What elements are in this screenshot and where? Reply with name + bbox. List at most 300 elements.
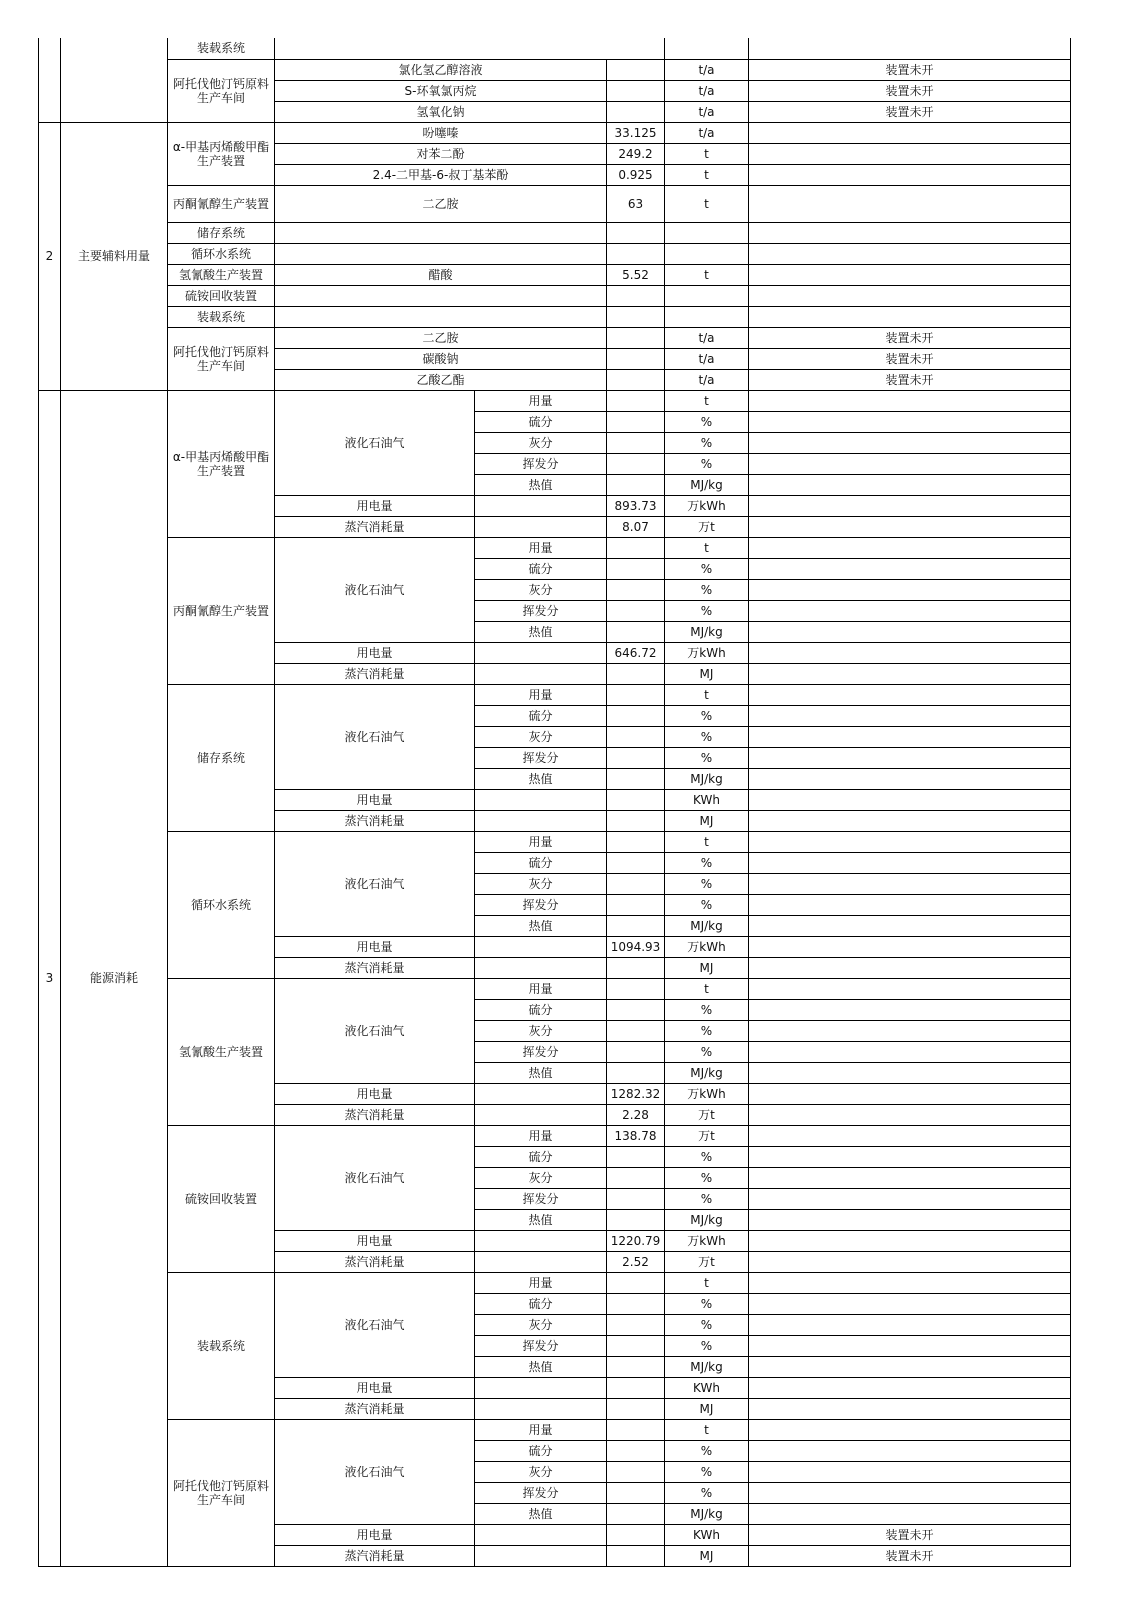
param-cell: 灰分 [475,432,607,453]
value-cell [607,747,665,768]
value-cell [607,1524,665,1545]
steam-cell: 蒸汽消耗量 [275,516,475,537]
value-cell [607,621,665,642]
measure-cell: 万kWh [665,642,749,663]
material-cell: 氢氧化钠 [275,101,607,122]
measure-cell: KWh [665,1524,749,1545]
category-cell: 主要辅料用量 [61,122,168,390]
remark-cell [749,516,1071,537]
remark-cell [749,684,1071,705]
value-cell [607,957,665,978]
param-cell: 灰分 [475,1167,607,1188]
blank-cell [475,810,607,831]
value-cell [607,222,665,243]
remark-cell [749,143,1071,164]
measure-cell: MJ [665,1545,749,1566]
seq-cell: 2 [39,122,61,390]
fuel-cell: 液化石油气 [275,978,475,1083]
measure-cell: % [665,1461,749,1482]
blank-cell [475,663,607,684]
value-cell [607,59,665,80]
param-cell: 热值 [475,1356,607,1377]
material-cell: 对苯二酚 [275,143,607,164]
value-cell [607,1041,665,1062]
remark-cell [749,1314,1071,1335]
value-cell [607,243,665,264]
table-row [39,306,1071,327]
blank-cell [475,1230,607,1251]
blank-cell [475,1251,607,1272]
fuel-cell: 液化石油气 [275,1125,475,1230]
electricity-cell: 用电量 [275,789,475,810]
remark-cell: 装置未开 [749,327,1071,348]
remark-cell [749,474,1071,495]
measure-cell: % [665,1020,749,1041]
value-cell: 893.73 [607,495,665,516]
table-row [39,537,1071,558]
measure-cell: % [665,453,749,474]
remark-cell [749,1482,1071,1503]
value-cell [607,1503,665,1524]
value-cell [607,1398,665,1419]
electricity-cell: 用电量 [275,1083,475,1104]
remark-cell [749,537,1071,558]
unit-cell: 硫铵回收装置 [168,285,275,306]
measure-cell: % [665,852,749,873]
unit-cell: 硫铵回收装置 [168,1125,275,1272]
unit-cell: 阿托伐他汀钙原料生产车间 [168,59,275,122]
table-row [39,684,1071,705]
remark-cell: 装置未开 [749,348,1071,369]
fuel-cell: 液化石油气 [275,390,475,495]
remark-cell [749,915,1071,936]
measure-cell: % [665,705,749,726]
remark-cell [749,390,1071,411]
measure-cell: % [665,1146,749,1167]
remark-cell [749,1104,1071,1125]
remark-cell [749,243,1071,264]
value-cell [607,1272,665,1293]
table-row [39,38,1071,59]
value-cell [607,80,665,101]
param-cell: 挥发分 [475,1188,607,1209]
seq-cell: 3 [39,390,61,1566]
steam-cell: 蒸汽消耗量 [275,1545,475,1566]
unit-cell: 丙酮氰醇生产装置 [168,537,275,684]
param-cell: 硫分 [475,705,607,726]
unit-cell: α-甲基丙烯酸甲酯生产装置 [168,122,275,185]
remark-cell: 装置未开 [749,369,1071,390]
electricity-cell: 用电量 [275,1377,475,1398]
value-cell: 33.125 [607,122,665,143]
value-cell [607,915,665,936]
steam-cell: 蒸汽消耗量 [275,810,475,831]
remark-cell [749,453,1071,474]
value-cell [607,768,665,789]
param-cell: 挥发分 [475,453,607,474]
remark-cell [749,185,1071,222]
param-cell: 用量 [475,684,607,705]
remark-cell [749,1398,1071,1419]
value-cell [607,348,665,369]
table-row [39,327,1071,348]
measure-cell: MJ [665,1398,749,1419]
measure-cell: t [665,537,749,558]
remark-cell [749,726,1071,747]
param-cell: 灰分 [475,579,607,600]
unit-cell: 储存系统 [168,684,275,831]
unit-cell: 装载系统 [168,306,275,327]
material-cell [275,306,607,327]
measure-cell: t [665,978,749,999]
measure-cell: % [665,558,749,579]
remark-cell [749,1146,1071,1167]
value-cell: 5.52 [607,264,665,285]
fuel-cell: 液化石油气 [275,537,475,642]
material-cell: 醋酸 [275,264,607,285]
remark-cell [749,1503,1071,1524]
unit-cell: 氢氰酸生产装置 [168,978,275,1125]
unit-cell: 储存系统 [168,222,275,243]
param-cell: 热值 [475,768,607,789]
value-cell [607,873,665,894]
value-cell: 1220.79 [607,1230,665,1251]
remark-cell [749,705,1071,726]
param-cell: 硫分 [475,411,607,432]
measure-cell: 万t [665,1125,749,1146]
measure-cell: t/a [665,59,749,80]
value-cell [607,1188,665,1209]
value-cell [607,894,665,915]
measure-cell [665,243,749,264]
param-cell: 硫分 [475,558,607,579]
measure-cell: % [665,1482,749,1503]
measure-cell: t [665,185,749,222]
value-cell: 138.78 [607,1125,665,1146]
param-cell: 用量 [475,1272,607,1293]
measure-cell: MJ/kg [665,768,749,789]
value-cell [607,600,665,621]
remark-cell: 装置未开 [749,59,1071,80]
measure-cell: MJ [665,810,749,831]
value-cell [607,1314,665,1335]
material-cell: 碳酸钠 [275,348,607,369]
steam-cell: 蒸汽消耗量 [275,1104,475,1125]
param-cell: 灰分 [475,726,607,747]
blank-cell [475,1104,607,1125]
measure-cell: t [665,1419,749,1440]
electricity-cell: 用电量 [275,1230,475,1251]
remark-cell [749,852,1071,873]
value-cell [607,369,665,390]
measure-cell: % [665,432,749,453]
unit-cell: 阿托伐他汀钙原料生产车间 [168,1419,275,1566]
blank-cell [475,936,607,957]
remark-cell [749,38,1071,59]
remark-cell [749,1440,1071,1461]
remark-cell [749,222,1071,243]
measure-cell: % [665,579,749,600]
param-cell: 灰分 [475,1020,607,1041]
remark-cell [749,1419,1071,1440]
measure-cell [665,222,749,243]
measure-cell: % [665,1188,749,1209]
remark-cell [749,1293,1071,1314]
param-cell: 硫分 [475,1293,607,1314]
remark-cell: 装置未开 [749,80,1071,101]
value-cell [607,558,665,579]
value-cell [607,1209,665,1230]
fuel-cell: 液化石油气 [275,831,475,936]
param-cell: 热值 [475,1209,607,1230]
measure-cell: % [665,411,749,432]
measure-cell: 万t [665,1104,749,1125]
value-cell [607,537,665,558]
remark-cell [749,1020,1071,1041]
measure-cell: t/a [665,122,749,143]
fuel-cell: 液化石油气 [275,684,475,789]
category-cell [61,38,168,122]
measure-cell: t [665,264,749,285]
value-cell [607,1146,665,1167]
value-cell [607,579,665,600]
table-row [39,285,1071,306]
measure-cell: % [665,1293,749,1314]
measure-cell: % [665,1041,749,1062]
blank-cell [475,1377,607,1398]
blank-cell [475,789,607,810]
measure-cell [665,38,749,59]
data-table [38,38,1071,1567]
remark-cell [749,663,1071,684]
remark-cell [749,642,1071,663]
value-cell [607,1419,665,1440]
blank-cell [475,1083,607,1104]
fuel-cell: 液化石油气 [275,1419,475,1524]
param-cell: 热值 [475,621,607,642]
remark-cell [749,122,1071,143]
measure-cell: % [665,600,749,621]
unit-cell: 阿托伐他汀钙原料生产车间 [168,327,275,390]
remark-cell [749,957,1071,978]
remark-cell [749,873,1071,894]
remark-cell [749,264,1071,285]
measure-cell: % [665,873,749,894]
value-cell: 646.72 [607,642,665,663]
blank-cell [475,1545,607,1566]
value-cell [607,978,665,999]
remark-cell [749,579,1071,600]
remark-cell [749,1083,1071,1104]
blank-cell [475,1524,607,1545]
steam-cell: 蒸汽消耗量 [275,1398,475,1419]
measure-cell: t [665,390,749,411]
measure-cell: % [665,1440,749,1461]
material-cell: 二乙胺 [275,327,607,348]
remark-cell [749,306,1071,327]
blank-cell [475,957,607,978]
remark-cell [749,978,1071,999]
param-cell: 热值 [475,474,607,495]
remark-cell [749,285,1071,306]
table-row [39,243,1071,264]
remark-cell [749,1356,1071,1377]
table-row [39,59,1071,80]
value-cell [607,684,665,705]
material-cell [275,222,607,243]
material-cell: 乙酸乙酯 [275,369,607,390]
measure-cell: 万kWh [665,1230,749,1251]
param-cell: 硫分 [475,852,607,873]
category-cell: 能源消耗 [61,390,168,1566]
param-cell: 热值 [475,1503,607,1524]
remark-cell [749,621,1071,642]
measure-cell: MJ [665,663,749,684]
unit-cell: 装载系统 [168,1272,275,1419]
remark-cell [749,789,1071,810]
steam-cell: 蒸汽消耗量 [275,957,475,978]
remark-cell [749,1377,1071,1398]
measure-cell: 万t [665,1251,749,1272]
param-cell: 用量 [475,390,607,411]
value-cell [607,831,665,852]
value-cell [607,390,665,411]
remark-cell [749,1335,1071,1356]
param-cell: 挥发分 [475,894,607,915]
remark-cell [749,1167,1071,1188]
measure-cell: t [665,143,749,164]
table-row [39,185,1071,222]
value-cell: 1094.93 [607,936,665,957]
table-row [39,390,1071,411]
param-cell: 用量 [475,1419,607,1440]
value-cell [607,327,665,348]
measure-cell: 万kWh [665,495,749,516]
value-cell: 0.925 [607,164,665,185]
table-row [39,831,1071,852]
value-cell [607,453,665,474]
unit-cell: 丙酮氰醇生产装置 [168,185,275,222]
value-cell [607,411,665,432]
blank-cell [475,516,607,537]
param-cell: 灰分 [475,1314,607,1335]
value-cell [607,101,665,122]
measure-cell: KWh [665,789,749,810]
measure-cell: t [665,831,749,852]
value-cell [607,1545,665,1566]
unit-cell: 装载系统 [168,38,275,59]
table-row [39,1272,1071,1293]
param-cell: 热值 [475,915,607,936]
value-cell [607,999,665,1020]
unit-cell: 氢氰酸生产装置 [168,264,275,285]
param-cell: 用量 [475,1125,607,1146]
remark-cell [749,747,1071,768]
measure-cell: t/a [665,348,749,369]
param-cell: 硫分 [475,1440,607,1461]
measure-cell: % [665,726,749,747]
remark-cell: 装置未开 [749,1524,1071,1545]
measure-cell: MJ/kg [665,1503,749,1524]
measure-cell [665,285,749,306]
remark-cell [749,1062,1071,1083]
measure-cell: KWh [665,1377,749,1398]
measure-cell: 万t [665,516,749,537]
remark-cell [749,936,1071,957]
measure-cell: % [665,1167,749,1188]
value-cell [607,1293,665,1314]
param-cell: 用量 [475,978,607,999]
remark-cell [749,768,1071,789]
table-row [39,1419,1071,1440]
table-row [39,978,1071,999]
value-cell [607,726,665,747]
material-cell: 吩噻嗪 [275,122,607,143]
value-cell [607,1356,665,1377]
value-cell [607,663,665,684]
remark-cell [749,1461,1071,1482]
value-cell [607,1482,665,1503]
material-cell: 氯化氢乙醇溶液 [275,59,607,80]
steam-cell: 蒸汽消耗量 [275,663,475,684]
param-cell: 挥发分 [475,747,607,768]
measure-cell: MJ/kg [665,1209,749,1230]
measure-cell: t [665,1272,749,1293]
value-cell [607,474,665,495]
remark-cell [749,558,1071,579]
value-cell [607,789,665,810]
measure-cell: % [665,747,749,768]
material-cell: 2.4-二甲基-6-叔丁基苯酚 [275,164,607,185]
param-cell: 挥发分 [475,1482,607,1503]
blank-cell [475,642,607,663]
remark-cell [749,1041,1071,1062]
value-cell: 2.52 [607,1251,665,1272]
value-cell [607,1377,665,1398]
value-cell [607,1335,665,1356]
measure-cell: t/a [665,369,749,390]
remark-cell [749,810,1071,831]
value-cell [607,852,665,873]
value-cell: 8.07 [607,516,665,537]
value-cell [607,432,665,453]
value-cell [607,1440,665,1461]
remark-cell [749,831,1071,852]
electricity-cell: 用电量 [275,1524,475,1545]
table-row [39,1125,1071,1146]
param-cell: 硫分 [475,999,607,1020]
param-cell: 硫分 [475,1146,607,1167]
measure-cell: t/a [665,101,749,122]
remark-cell [749,1188,1071,1209]
measure-cell: % [665,999,749,1020]
param-cell: 用量 [475,537,607,558]
seq-cell [39,38,61,122]
measure-cell: % [665,894,749,915]
remark-cell [749,1251,1071,1272]
material-cell [275,285,607,306]
unit-cell: 循环水系统 [168,243,275,264]
material-cell: 二乙胺 [275,185,607,222]
remark-cell [749,894,1071,915]
measure-cell: 万kWh [665,1083,749,1104]
remark-cell [749,1209,1071,1230]
measure-cell: MJ/kg [665,474,749,495]
measure-cell: t [665,164,749,185]
table-row [39,222,1071,243]
param-cell: 挥发分 [475,600,607,621]
value-cell [607,1062,665,1083]
